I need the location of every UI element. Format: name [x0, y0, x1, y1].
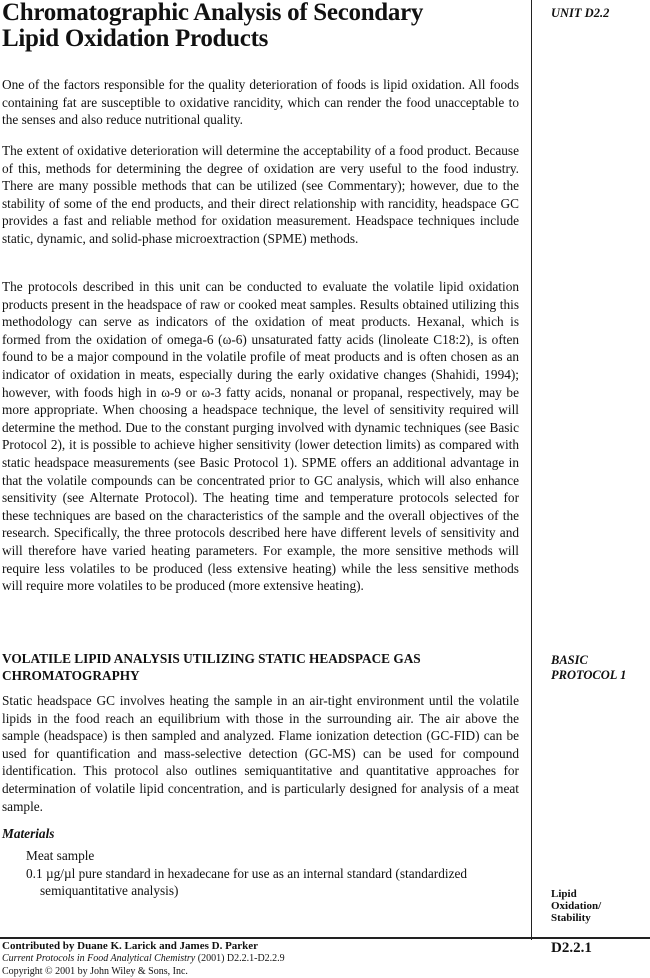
protocol-side-label-line1: BASIC [551, 653, 588, 667]
contributors: Contributed by Duane K. Larick and James D. Parker [2, 940, 259, 952]
protocol-side-label [551, 653, 650, 683]
journal-title: Current Protocols in Food Analytical Chemistry [2, 953, 196, 964]
topic-label-line2: Oxidation/ [551, 900, 602, 912]
main-column [2, 0, 519, 899]
page-number: D2.2.1 [551, 940, 592, 956]
material-item: Meat sample [26, 848, 95, 863]
page-title [2, 0, 519, 52]
intro-paragraph-2: The extent of oxidative deterioration will determine the acceptability of a food product. Because of this, methods for determining the degree of oxidation are very useful to the food industry. There are many possible methods that can be utilized (see Commentary); however, due to the stability of some of the end products, and their direct relationship with rancidity, headspace GC provides a fast and reliable method for oxidation measurement. Headspace techniques include static, dynamic, and solid-phase microextraction (SPME) methods. [2, 143, 519, 246]
citation [2, 953, 522, 966]
citation-pages: (2001) D2.2.1-D2.2.9 [195, 953, 285, 964]
copyright: Copyright © 2001 by John Wiley & Sons, Inc. [2, 965, 188, 977]
footer [2, 940, 522, 978]
topic-label-line1: Lipid [551, 888, 577, 900]
intro-paragraph-3: The protocols described in this unit can be conducted to evaluate the volatile lipid oxidation products present in the headspace of raw or cooked meat samples. Results obtained utilizing this methodology can serve as indicators of the oxidation of meat products. Hexanal, which is formed from the oxidation of omega-6 (ω-6) unsaturated fatty acids (linoleate C18:2), is often found to be a major compound in the volatile profile of meat products and is often chosen as an indicator of oxidation in meats, especially during the early oxidative changes (Shahidi, 1994); however, with foods high in ω-9 or ω-3 fatty acids, nonanal or propanal, respectively, may be more appropriate. When choosing a headspace technique, the level of sensitivity required will determine the method. Due to the constant purging involved with dynamic techniques (see Basic Protocol 2), it is possible to achieve higher sensitivity (lower detection limits) as compared with static headspace measurements (see Basic Protocol 1). SPME offers an additional advantage in that the volatile compounds can be concentrated prior to GC analysis, which will also enhance sensitivity (see Alternate Protocol). The heating time and temperature protocols selected for these techniques are based on the characteristics of the sample and the overall objectives of the research. Specifically, the three protocols described here have different levels of sensitivity and will therefore have varied heating parameters. For example, the more sensitive methods will require less volatiles to be produced (less extensive heating) while the less sensitive methods will require more volatiles to be produced (more extensive heating). [2, 279, 519, 594]
protocol-side-label-line2: PROTOCOL 1 [551, 668, 627, 682]
topic-label [551, 888, 650, 924]
material-item: 0.1 µg/µl pure standard in hexadecane for use as an internal standard (standardized semiquantitative analysis) [26, 865, 468, 899]
section-paragraph: Static headspace GC involves heating the sample in an air-tight environment until the volatile lipids in the food reach an equilibrium with those in the surrounding air. The air above the sample (headspace) is then sampled and analyzed. Flame ionization detection (GC-FID) can be used for quantification and mass-selective detection (GC-MS) can be used for compound identification. This protocol also outlines semiquantitative and quantitative approaches for determination of volatile lipid concentration, and is particularly designed for analysis of a meat sample. [2, 693, 519, 814]
materials-list [26, 847, 520, 900]
page-title-line2: Lipid Oxidation Products [2, 25, 269, 52]
column-divider [531, 0, 532, 940]
section-heading: VOLATILE LIPID ANALYSIS UTILIZING STATIC HEADSPACE GAS CHROMATOGRAPHY [2, 651, 421, 683]
page-title-line1: Chromatographic Analysis of Secondary [2, 0, 424, 26]
footer-rule [0, 937, 650, 939]
topic-label-line3: Stability [551, 912, 591, 924]
unit-label: UNIT D2.2 [551, 6, 610, 20]
intro-paragraph-1: One of the factors responsible for the quality deterioration of foods is lipid oxidation. All foods containing fat are susceptible to oxidative rancidity, which can render the food unacceptable to the senses and also reduce nutritional quality. [2, 77, 519, 128]
materials-heading: Materials [2, 826, 55, 841]
